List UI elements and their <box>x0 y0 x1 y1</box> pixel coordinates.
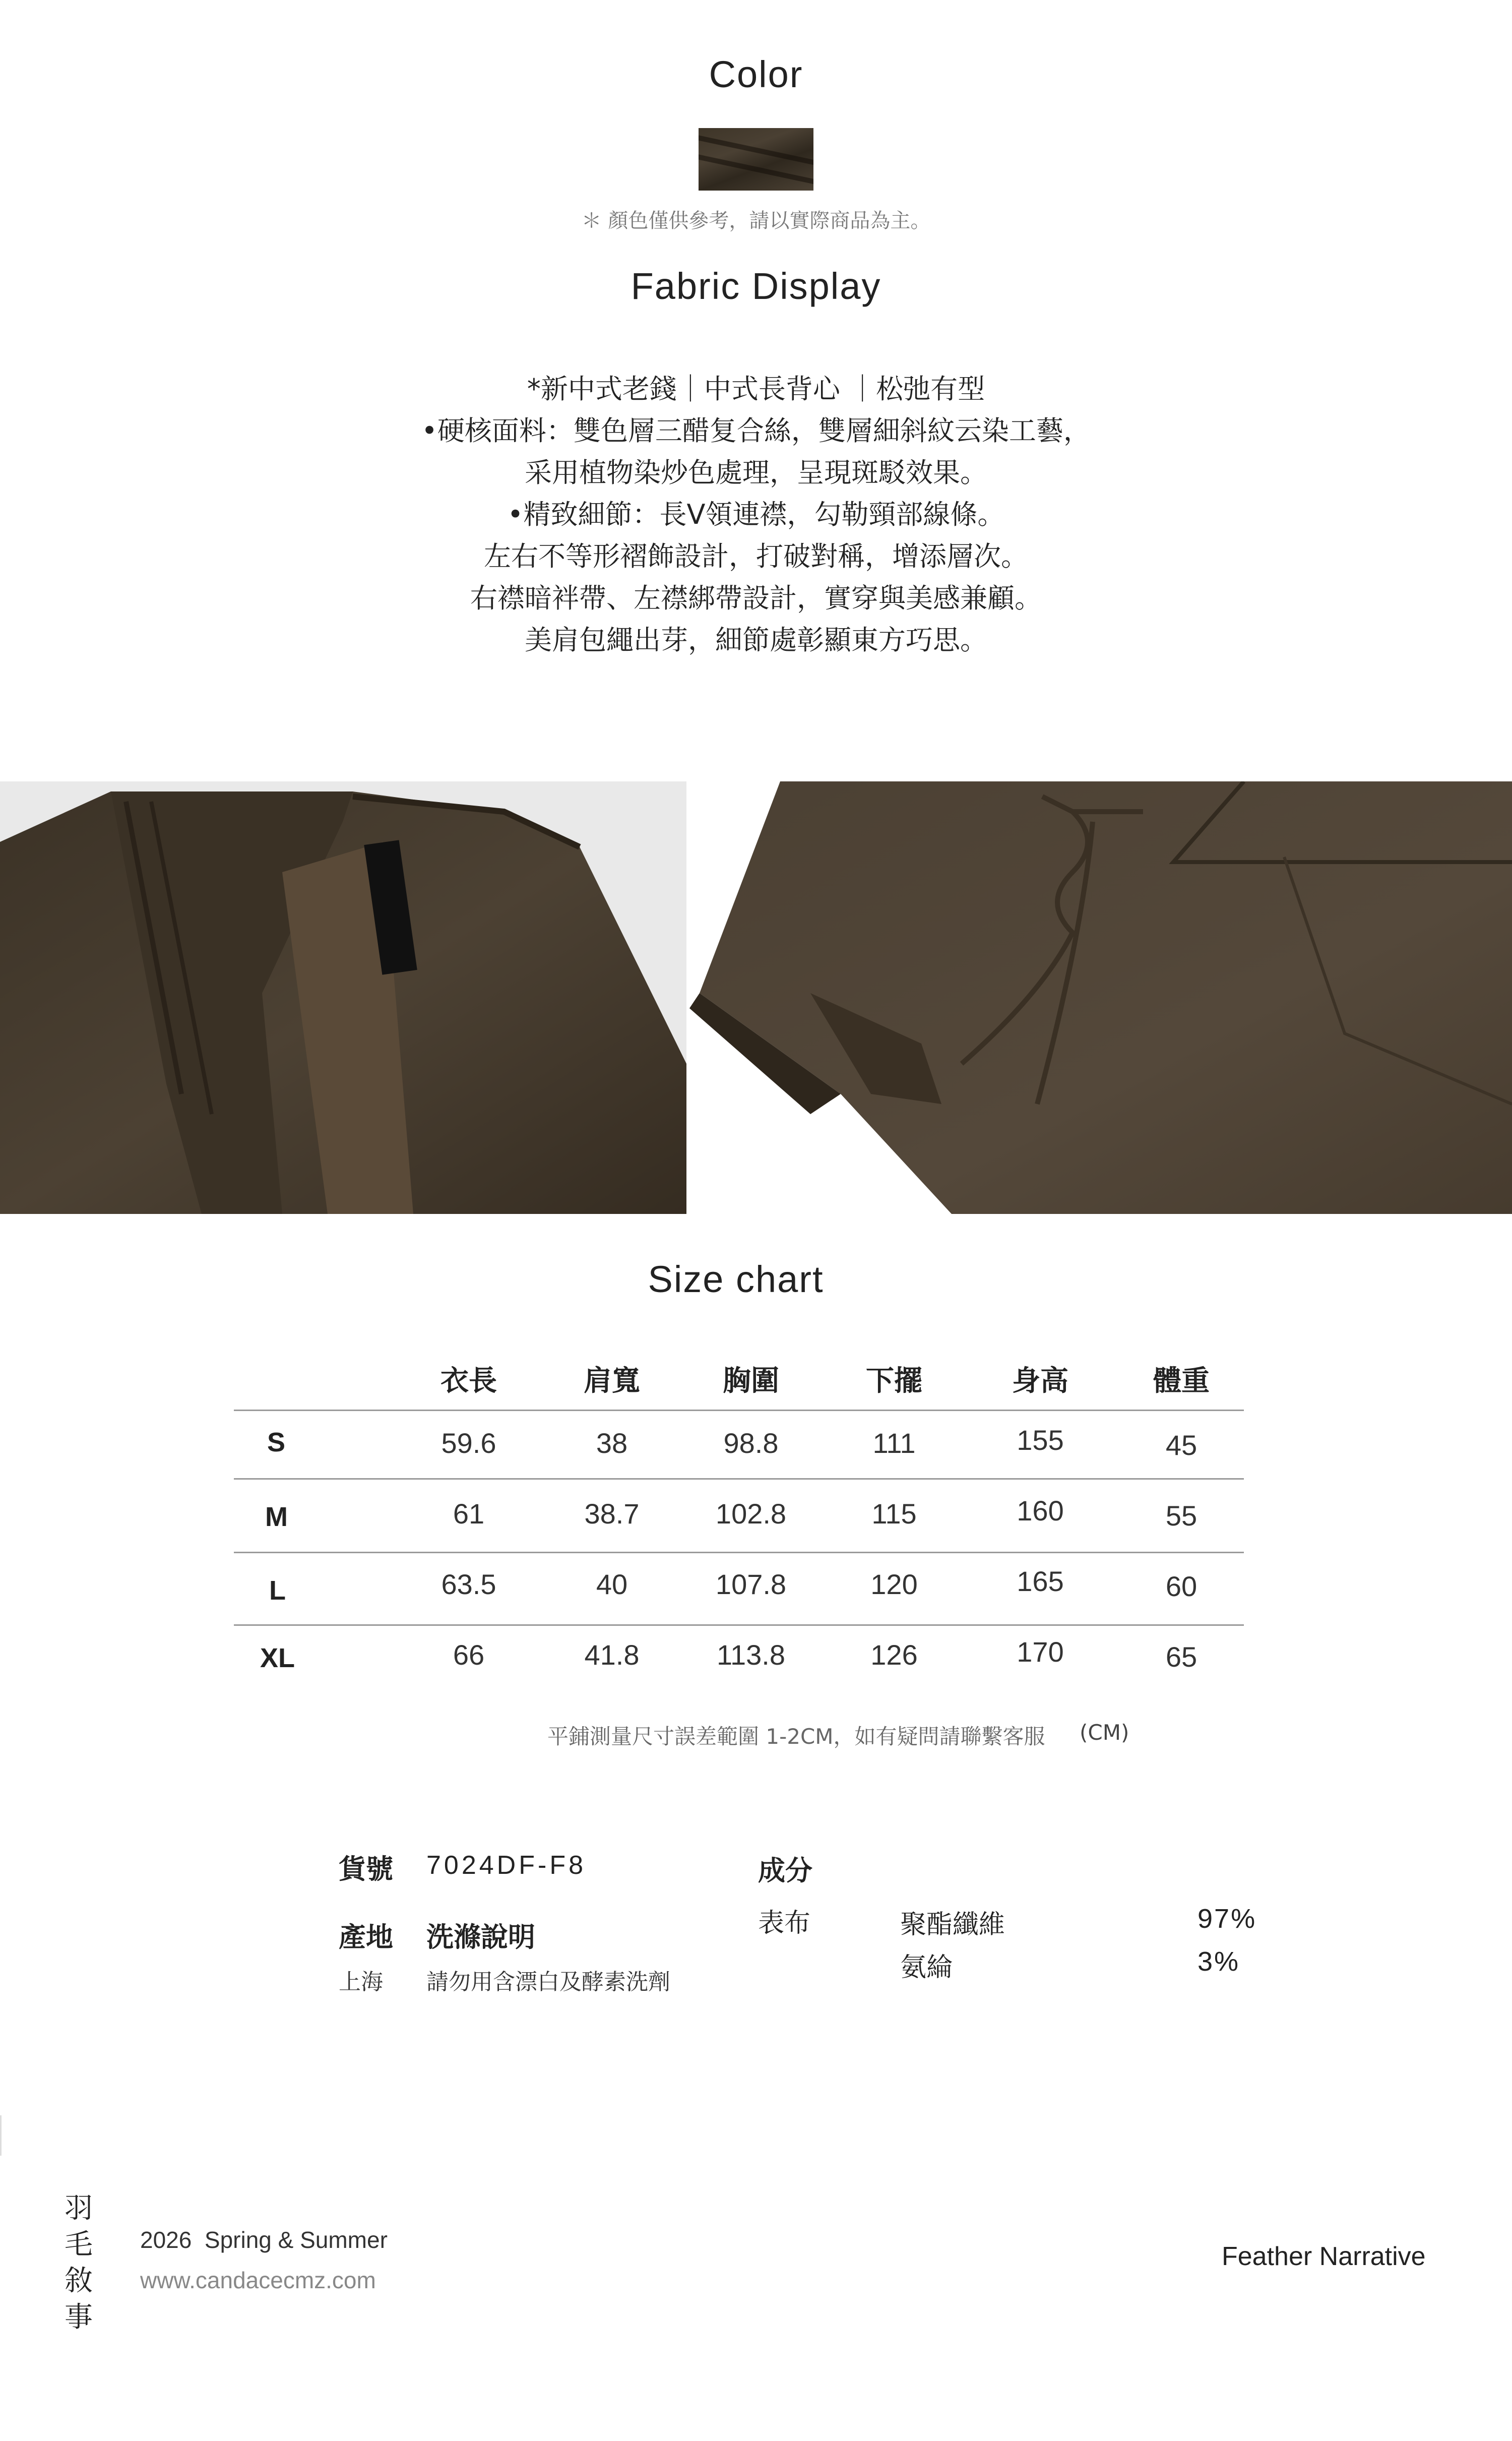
cell-chest: 98.8 <box>723 1427 779 1459</box>
header-height: 身高 <box>1012 1365 1068 1397</box>
cell-height: 155 <box>1017 1424 1064 1456</box>
brand-char: 毛 <box>65 2228 93 2261</box>
description-line: *新中式老錢｜中式長背心 ｜松弛有型 <box>527 373 985 405</box>
cell-length: 59.6 <box>441 1427 496 1459</box>
table-divider <box>234 1410 1244 1411</box>
sku-value: 7024DF-F8 <box>426 1851 586 1880</box>
fabric-title: Fabric Display <box>631 265 881 307</box>
cell-height: 165 <box>1017 1565 1064 1597</box>
sku-label: 貨號 <box>339 1853 393 1885</box>
care-value: 請勿用含漂白及酵素洗劑 <box>426 1969 670 1995</box>
cell-hem: 111 <box>872 1427 916 1459</box>
cell-height: 170 <box>1017 1636 1064 1668</box>
size-label: L <box>269 1575 286 1606</box>
description-line: •精致細節：長V領連襟，勾勒頸部線條。 <box>507 499 1005 530</box>
table-divider <box>234 1552 1244 1553</box>
description-line: 美肩包繩出芽，細節處彰顯東方巧思。 <box>525 624 987 656</box>
material-percent: 3% <box>1198 1946 1240 1977</box>
fabric-part: 表布 <box>758 1908 811 1938</box>
cell-length: 66 <box>453 1639 485 1671</box>
size-label: S <box>267 1427 286 1457</box>
material-name: 聚酯纖維 <box>900 1910 1005 1940</box>
brand-char: 事 <box>65 2301 93 2334</box>
cell-height: 160 <box>1017 1495 1064 1527</box>
cell-hem: 115 <box>871 1498 917 1530</box>
cell-shoulder: 40 <box>596 1568 628 1600</box>
color-swatch[interactable] <box>699 128 813 191</box>
brand-char: 羽 <box>65 2192 93 2225</box>
brand-char: 敘 <box>65 2265 93 2297</box>
fabric-description <box>0 368 1512 661</box>
edge-mark <box>0 2115 2 2156</box>
cell-weight: 65 <box>1165 1641 1198 1673</box>
cell-hem: 120 <box>870 1568 918 1600</box>
cell-chest: 113.8 <box>717 1639 785 1671</box>
origin-label: 產地 <box>339 1921 393 1953</box>
description-line: 右襟暗袢帶、左襟綁帶設計，實穿與美感兼顧。 <box>470 582 1042 614</box>
cell-weight: 45 <box>1165 1429 1198 1461</box>
brand-tagline: Feather Narrative <box>1222 2242 1426 2271</box>
collar-detail-photo <box>0 781 686 1214</box>
size-label: XL <box>260 1643 295 1673</box>
cell-chest: 102.8 <box>715 1498 787 1530</box>
material-name: 氨綸 <box>900 1952 953 1983</box>
table-divider <box>234 1478 1244 1480</box>
table-row <box>0 1565 1512 1606</box>
cell-chest: 107.8 <box>715 1568 787 1600</box>
cell-length: 61 <box>453 1498 485 1530</box>
table-divider <box>234 1624 1244 1626</box>
size-label: M <box>265 1502 288 1532</box>
header-chest: 胸圍 <box>723 1365 779 1397</box>
description-line: •硬核面料：雙色層三醋复合絲，雙層細斜紋云染工藝， <box>421 415 1091 447</box>
tie-detail-photo <box>689 781 1512 1214</box>
cell-shoulder: 38 <box>596 1427 628 1459</box>
cell-length: 63.5 <box>441 1568 496 1600</box>
header-length: 衣長 <box>440 1365 497 1397</box>
cell-hem: 126 <box>870 1639 918 1671</box>
table-row <box>0 1424 1512 1462</box>
size-chart-unit: (CM) <box>1080 1720 1129 1745</box>
cell-weight: 55 <box>1165 1500 1198 1532</box>
header-weight: 體重 <box>1153 1365 1210 1397</box>
header-hem: 下擺 <box>866 1365 922 1397</box>
description-line: 采用植物染炒色處理，呈現斑駁效果。 <box>525 457 987 489</box>
website-link[interactable]: www.candacecmz.com <box>140 2267 376 2293</box>
brand-vertical-name <box>64 2190 94 2336</box>
header-shoulder: 肩寬 <box>584 1365 640 1397</box>
care-label: 洗滌說明 <box>426 1921 535 1953</box>
cell-shoulder: 41.8 <box>584 1639 640 1671</box>
cell-weight: 60 <box>1165 1570 1198 1602</box>
description-line: 左右不等形褶飾設計，打破對稱，增添層次。 <box>484 540 1028 572</box>
season-text: 2026 Spring & Summer <box>140 2227 388 2253</box>
color-note: ＊ 顏色僅供參考，請以實際商品為主。 <box>581 209 931 232</box>
material-percent: 97% <box>1198 1904 1257 1934</box>
size-chart-note: 平鋪測量尺寸誤差範圍 1-2CM，如有疑問請聯繫客服 <box>547 1724 1045 1749</box>
origin-value: 上海 <box>339 1969 383 1995</box>
cell-shoulder: 38.7 <box>584 1498 640 1530</box>
table-row <box>0 1638 1512 1674</box>
color-title: Color <box>709 53 803 95</box>
size-chart-title: Size chart <box>648 1258 824 1300</box>
table-row <box>0 1497 1512 1533</box>
composition-label: 成分 <box>758 1855 812 1886</box>
